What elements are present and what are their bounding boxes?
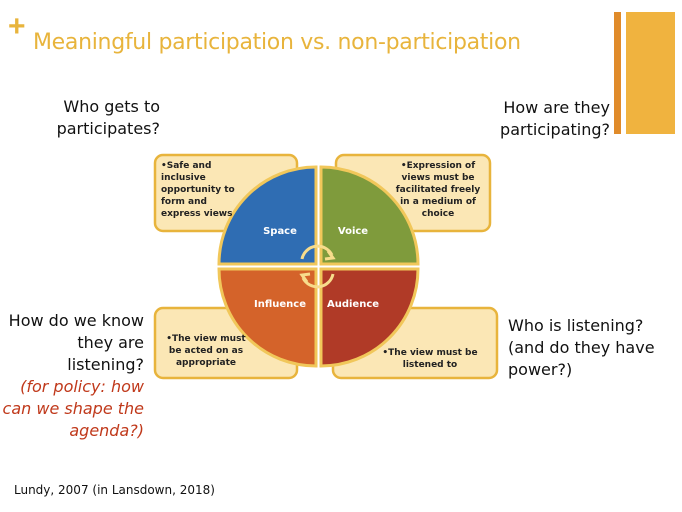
note-audience: •The view must be listened to bbox=[382, 348, 478, 370]
question-how-participating: How are they participating? bbox=[500, 98, 610, 139]
note-influence: •The view must be acted on as appropriate bbox=[166, 334, 246, 368]
citation: Lundy, 2007 (in Lansdown, 2018) bbox=[14, 483, 215, 497]
slide-title: Meaningful participation vs. non-participation bbox=[33, 30, 521, 55]
note-space: •Safe and inclusive opportunity to form and express views bbox=[161, 161, 235, 219]
question-policy-agenda: (for policy: how can we shape the agenda?) bbox=[2, 377, 144, 440]
label-space: Space bbox=[263, 226, 297, 237]
question-how-know-listening-main: How do we know they are listening? bbox=[8, 311, 144, 374]
question-who-participates: Who gets to participates? bbox=[56, 97, 160, 138]
label-audience: Audience bbox=[326, 299, 380, 310]
label-influence: Influence bbox=[254, 299, 306, 310]
question-who-listening: Who is listening? (and do they have power?) bbox=[508, 316, 655, 379]
note-voice: •Expression of views must be facilitated freely in a medium of choice bbox=[395, 161, 481, 219]
plus-icon: + bbox=[8, 10, 26, 43]
label-voice: Voice bbox=[337, 226, 369, 237]
